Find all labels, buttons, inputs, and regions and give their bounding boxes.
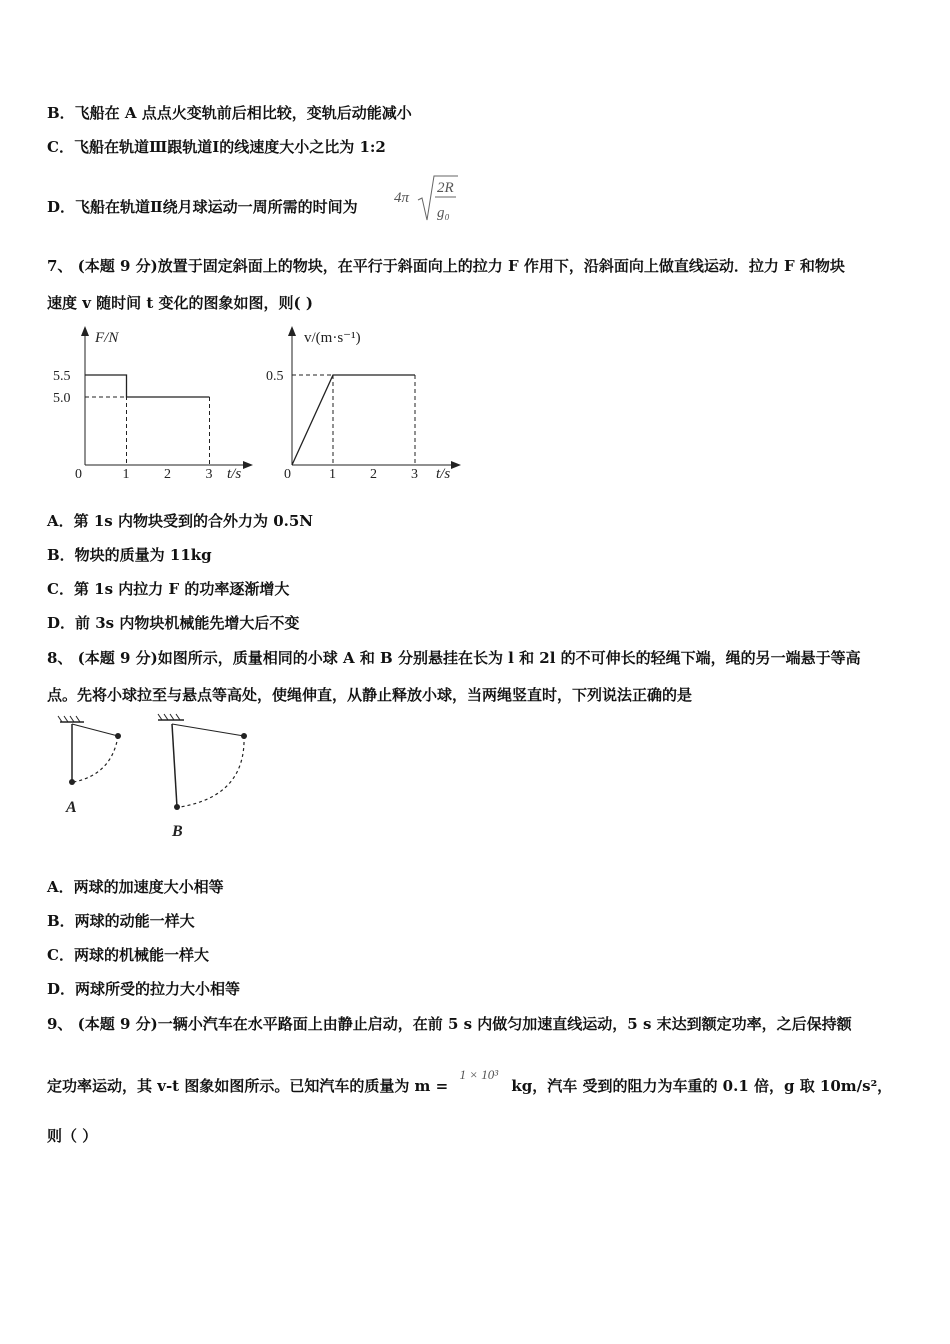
y-axis-arrow (288, 326, 296, 336)
x-axis-label: t/s (436, 466, 451, 482)
y-tick-5.5: 5.5 (53, 369, 71, 384)
q7-option-c: C．第 1s 内拉力 F 的功率逐渐增大 (47, 580, 290, 598)
x-tick-0: 0 (75, 467, 82, 482)
q9-stem-line2-start: 定功率运动，其 v-t 图象如图所示。已知汽车的质量为 m = (47, 1077, 449, 1095)
q9-stem-line2 (47, 1067, 893, 1096)
arc-a (74, 736, 118, 782)
q9-stem-line2-end: kg，汽车 受到的阻力为车重的 0.1 倍，g 取 10m/s²， (511, 1077, 893, 1095)
series-line-F (85, 375, 210, 397)
ball-b (174, 804, 180, 810)
q6-option-d (47, 196, 358, 217)
y-axis-label: v/(m·s⁻¹) (304, 330, 361, 346)
horizontal-rope-a (72, 724, 118, 736)
y-axis-arrow (81, 326, 89, 336)
x-axis-label: t/s (227, 466, 242, 482)
label-b: B (172, 823, 183, 840)
mass-value: 1 × 10³ (459, 1067, 499, 1082)
x-tick-1: 1 (329, 467, 336, 482)
q8-stem-line1: 8、 (本题 9 分)如图所示，质量相同的小球 A 和 B 分别悬挂在长为 l 和 2l 的不可伸长的轻绳下端，绳的另一端悬于等高 (47, 649, 861, 667)
x-axis-arrow (243, 461, 253, 469)
q7-stem-line2: 速度 v 随时间 t 变化的图象如图，则( ) (47, 294, 313, 312)
q8-stem-line2: 点。先将小球拉至与悬点等高处，使绳伸直，从静止释放小球，当两绳竖直时，下列说法正确的是 (47, 686, 693, 704)
velocity-time-graph (258, 320, 473, 485)
x-tick-2: 2 (370, 467, 377, 482)
formula-denominator: g₀ (437, 205, 450, 221)
q7-option-d: D．前 3s 内物块机械能先增大后不变 (47, 614, 300, 632)
q8-option-a: A．两球的加速度大小相等 (47, 878, 224, 896)
formula-numerator: 2R (437, 180, 454, 196)
q7-option-a: A．第 1s 内物块受到的合外力为 0.5N (47, 512, 313, 530)
series-line-v (292, 375, 415, 465)
pendulum-b (158, 714, 247, 840)
q7-stem-line1: 7、 (本题 9 分)放置于固定斜面上的物块，在平行于斜面向上的拉力 F 作用下，沿斜面向上做直线运动．拉力 F 和物块 (47, 257, 845, 275)
horizontal-rope-b (172, 724, 244, 736)
x-tick-0: 0 (284, 467, 291, 482)
q8-option-d: D．两球所受的拉力大小相等 (47, 980, 241, 998)
q7-option-b: B．物块的质量为 11kg (47, 546, 212, 564)
x-tick-3: 3 (411, 467, 418, 482)
q6-option-d-text: D．飞船在轨道Ⅱ绕月球运动一周所需的时间为 (47, 198, 358, 216)
pendulum-a (58, 716, 121, 816)
y-axis-label: F/N (95, 330, 119, 346)
arc-b (180, 736, 244, 807)
q9-stem-line1: 9、 (本题 9 分)一辆小汽车在水平路面上由静止启动，在前 5 s 内做匀加速直线运动，5 s 末达到额定功率，之后保持额 (47, 1015, 852, 1033)
pendulum-figure (50, 712, 265, 842)
q9-stem-line3: 则（ ） (47, 1127, 98, 1145)
y-tick-0.5: 0.5 (266, 369, 284, 384)
x-axis-arrow (451, 461, 461, 469)
q6-option-c: C．飞船在轨道Ⅲ跟轨道Ⅰ的线速度大小之比为 1:2 (47, 138, 386, 156)
label-a: A (66, 799, 77, 816)
x-tick-1: 1 (122, 467, 130, 482)
q8-option-c: C．两球的机械能一样大 (47, 946, 209, 964)
x-tick-3: 3 (205, 467, 213, 482)
q6-period-formula (392, 170, 462, 226)
q8-option-b: B．两球的动能一样大 (47, 912, 195, 930)
vertical-rope-b (172, 724, 177, 807)
q6-option-b: B．飞船在 A 点点火变轨前后相比较，变轨后动能减小 (47, 104, 412, 122)
x-tick-2: 2 (164, 467, 171, 482)
y-tick-5.0: 5.0 (53, 391, 71, 406)
formula-coef: 4π (394, 190, 410, 206)
force-time-graph (45, 320, 260, 485)
